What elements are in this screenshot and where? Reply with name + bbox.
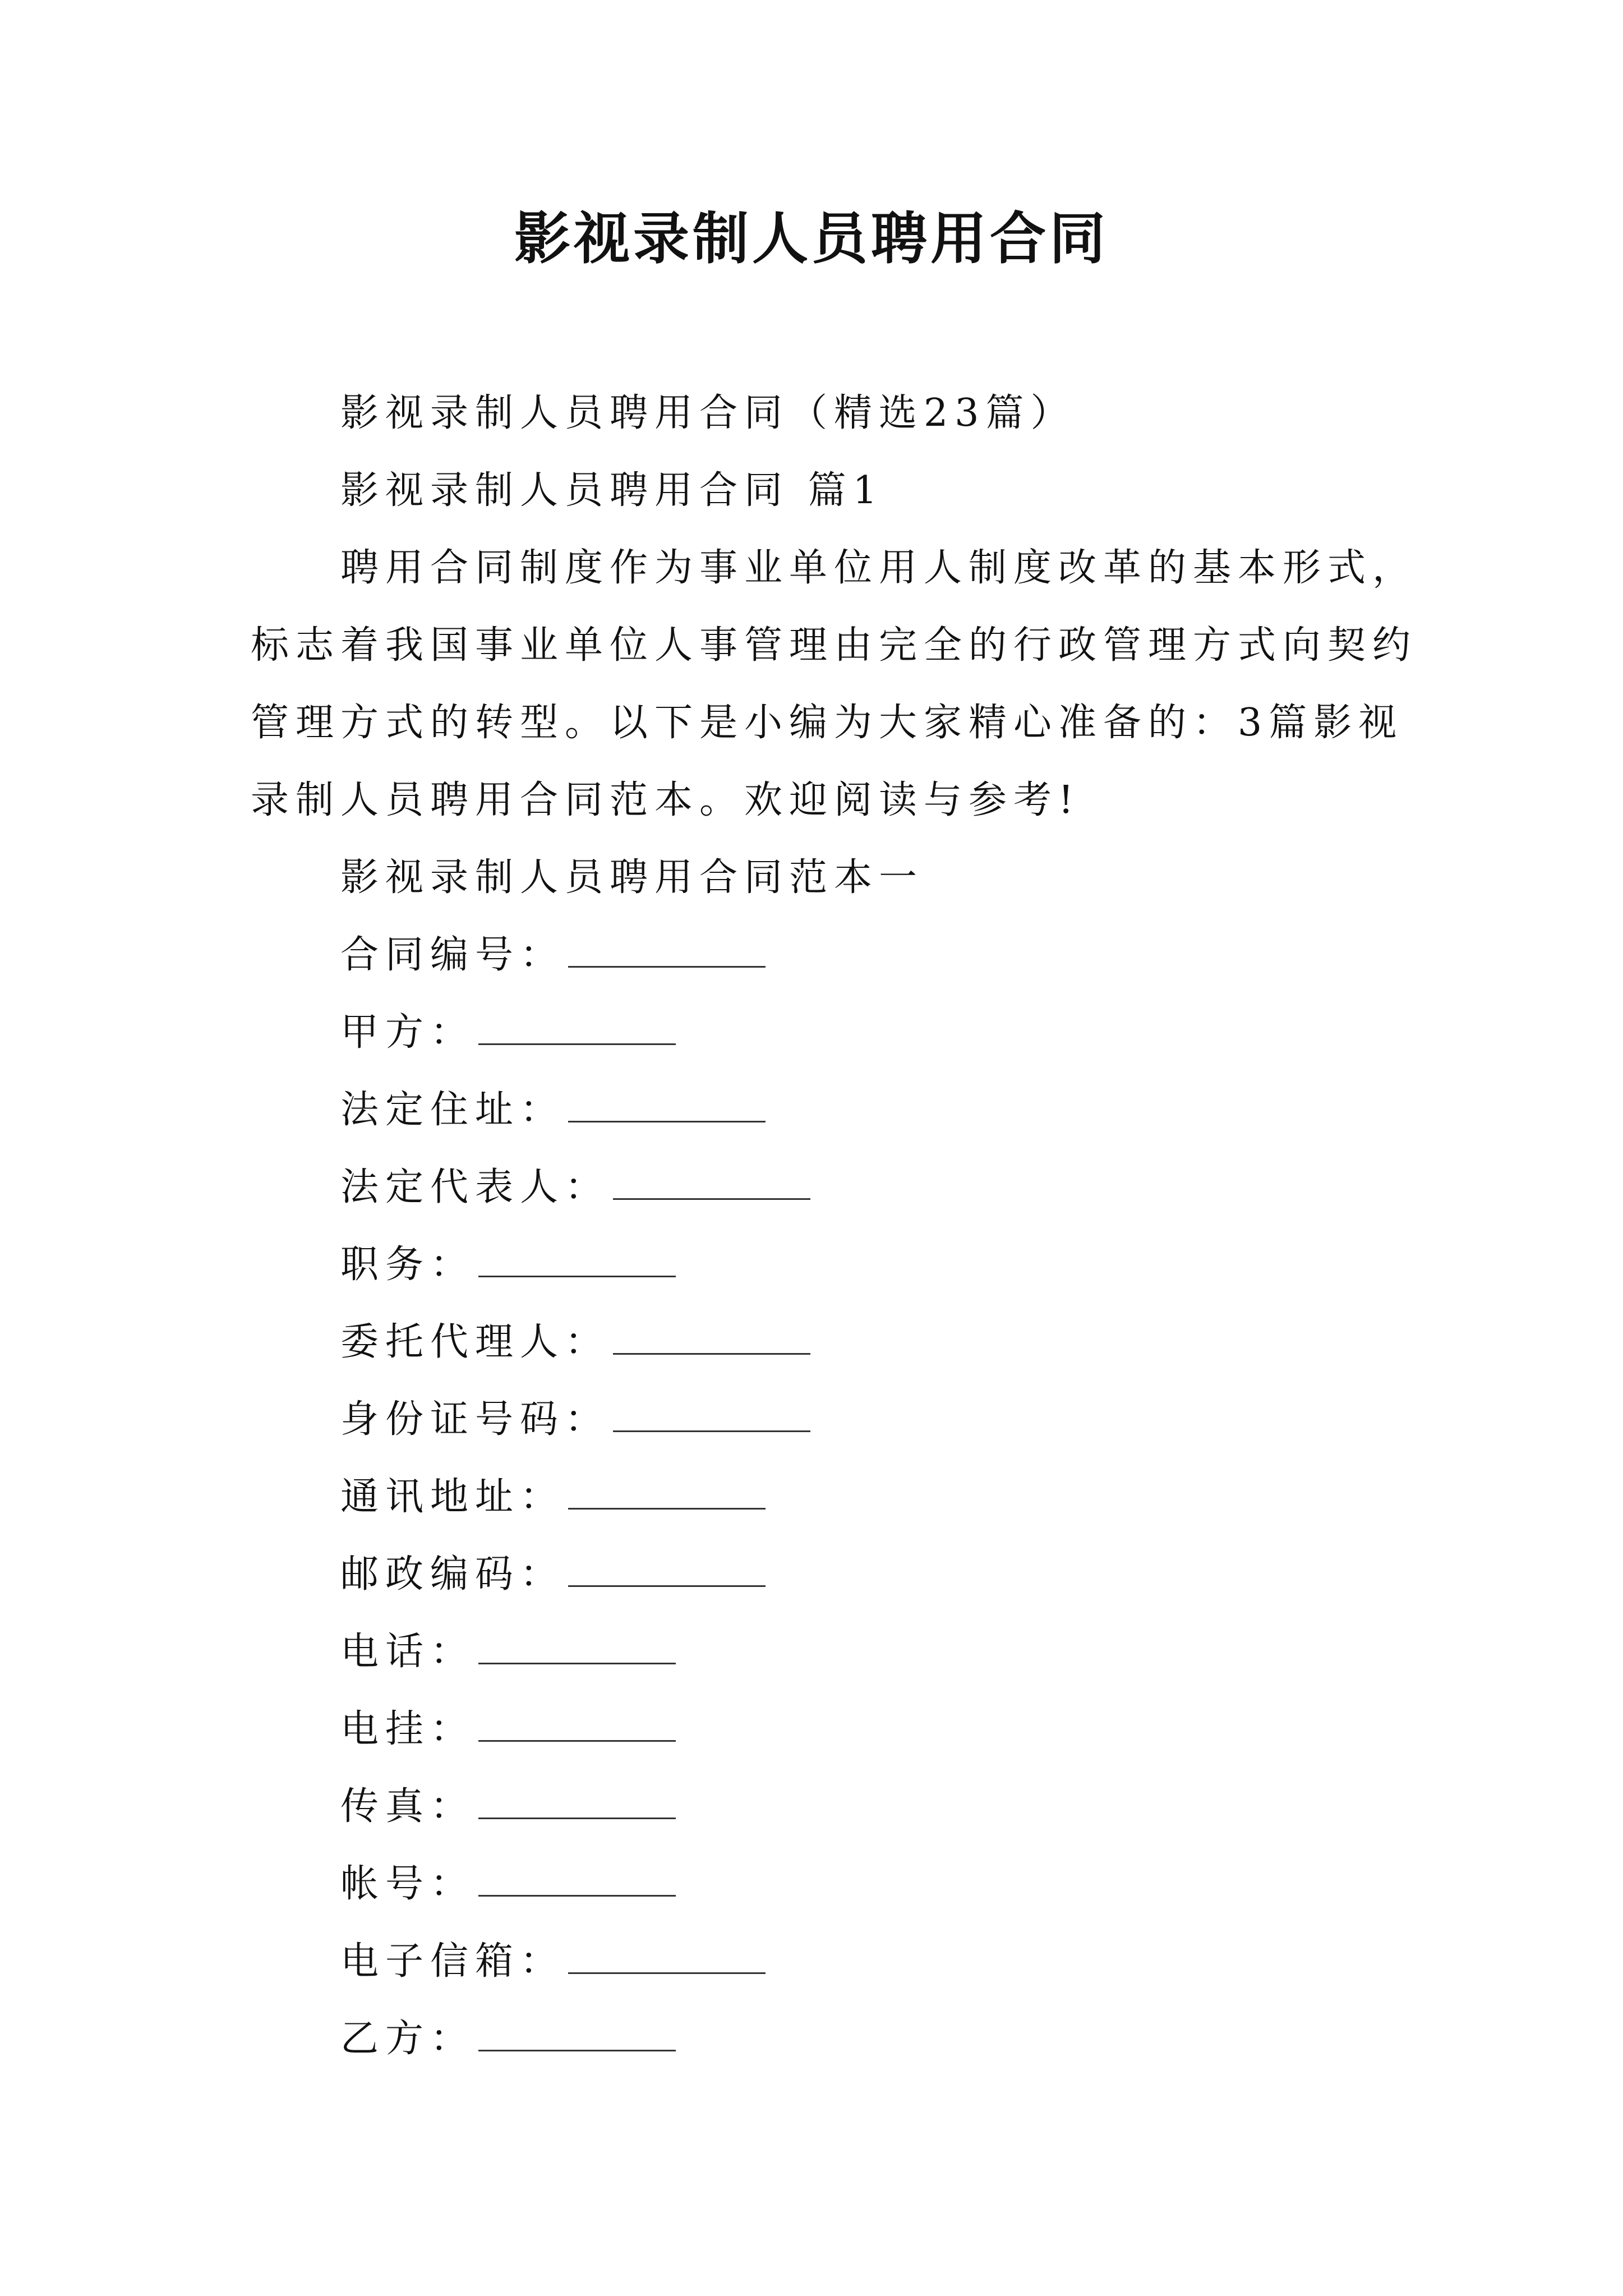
field-id-number — [251, 1381, 1440, 1458]
field-label: 职务： — [340, 1243, 476, 1287]
field-account — [251, 1846, 1440, 1923]
field-blank — [478, 1012, 676, 1045]
field-blank — [568, 1476, 766, 1510]
field-blank — [478, 1631, 676, 1664]
field-blank — [613, 1167, 810, 1200]
field-label: 合同编号： — [340, 933, 565, 977]
field-label: 传真： — [340, 1784, 476, 1829]
document-body — [251, 375, 1440, 2078]
document-subtitle: 影视录制人员聘用合同（精选23篇） — [340, 391, 1076, 435]
field-label: 法定代表人： — [340, 1165, 610, 1209]
field-blank — [478, 1864, 676, 1897]
field-phone — [251, 1613, 1440, 1691]
field-label: 甲方： — [340, 1010, 476, 1055]
field-label: 电话： — [340, 1630, 476, 1674]
field-label: 法定住址： — [340, 1088, 565, 1132]
contract-fields — [251, 917, 1440, 2078]
field-legal-address — [251, 1071, 1440, 1149]
field-label: 委托代理人： — [340, 1320, 610, 1364]
field-blank — [478, 1244, 676, 1277]
field-label: 电挂： — [340, 1707, 476, 1751]
field-cable — [251, 1691, 1440, 1768]
intro-paragraph: 聘用合同制度作为事业单位用人制度改革的基本形式，标志着我国事业单位人事管理由完全的行政管理方式向契约管理方式的转型。以下是小编为大家精心准备的：3篇影视录制人员聘用合同范本。欢迎阅读与参考! — [251, 546, 1418, 822]
field-label: 邮政编码： — [340, 1552, 565, 1596]
section-heading: 影视录制人员聘用合同 篇1 — [340, 468, 884, 513]
field-blank — [568, 1089, 766, 1122]
field-blank — [568, 935, 766, 968]
field-blank — [568, 1941, 766, 1974]
document-title: 影视录制人员聘用合同 — [514, 205, 1109, 272]
field-legal-representative — [251, 1149, 1440, 1226]
field-mailing-address — [251, 1458, 1440, 1536]
field-authorized-agent — [251, 1304, 1440, 1381]
field-postal-code — [251, 1536, 1440, 1613]
field-label: 通讯地址： — [340, 1475, 565, 1519]
field-contract-number — [251, 917, 1440, 994]
field-label: 身份证号码： — [340, 1397, 610, 1442]
field-label: 帐号： — [340, 1862, 476, 1906]
field-blank — [478, 1786, 676, 1819]
field-blank — [613, 1399, 810, 1432]
field-fax — [251, 1768, 1440, 1846]
field-party-b — [251, 2000, 1440, 2078]
field-position — [251, 1226, 1440, 1304]
field-blank — [613, 1322, 810, 1355]
field-label: 电子信箱： — [340, 1939, 565, 1984]
sample-heading: 影视录制人员聘用合同范本一 — [340, 855, 924, 900]
field-email — [251, 1923, 1440, 2000]
field-blank — [478, 1709, 676, 1742]
field-blank — [478, 2018, 676, 2051]
field-party-a — [251, 994, 1440, 1071]
field-blank — [568, 1554, 766, 1587]
field-label: 乙方： — [340, 2017, 476, 2061]
